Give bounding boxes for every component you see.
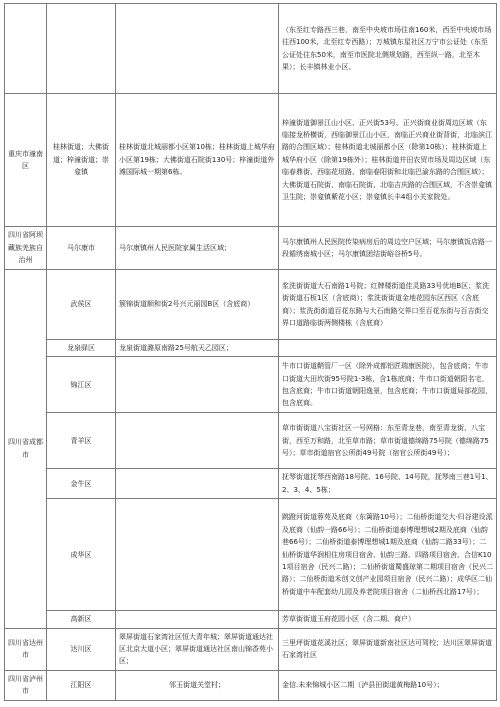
- table-row: [5, 4, 497, 94]
- district-cell: 锦江区: [47, 357, 116, 413]
- medium-risk-cell: [279, 340, 497, 357]
- table-row: [5, 270, 497, 340]
- medium-risk-cell: 牛市口街道鞘管厂一区（除外成都铝匠瑞康医院），包含底商；牛市口街道大田坎街95号院1-3栋，含1栋底商；牛市口街道朝阳名宅，包含底商；牛市口街道朝阳逸景，包含底商；牛市口街道局部花园，包含底商。: [279, 357, 497, 413]
- district-cell: 江阳区: [47, 670, 116, 700]
- table-row: [5, 670, 497, 700]
- district-cell: 桂林街道；大佛街道；梓潼街道；崇龛镇: [47, 94, 116, 227]
- table-row: [5, 499, 497, 611]
- region-cell: 重庆市潼南区: [5, 94, 47, 227]
- region-cell: 四川省成都市: [5, 270, 47, 629]
- high-risk-cell: [116, 469, 279, 499]
- risk-area-table: [4, 3, 497, 701]
- district-cell: [47, 4, 116, 94]
- high-risk-cell: [116, 611, 279, 628]
- high-risk-cell: 龙泉街道潞原南路25号航天乙园区；: [116, 340, 279, 357]
- table-row: [5, 340, 497, 357]
- table-row: [5, 357, 497, 413]
- district-cell: 龙泉驿区: [47, 340, 116, 357]
- region-cell: [5, 4, 47, 94]
- district-cell: 马尔康市: [47, 227, 116, 270]
- high-risk-cell: 马尔康镇州人民医院家属生活区域；: [116, 227, 279, 270]
- district-cell: 高新区: [47, 611, 116, 628]
- high-risk-cell: 邻玉街道关堂村；: [116, 670, 279, 700]
- district-cell: 达川区: [47, 628, 116, 670]
- medium-risk-cell: 浆洗街街道大石南路1号院；红牌楼街道佳灵路33号优地B区；浆洗街街道石板1区（含底商）；浆洗街街道金地花园东区西区（含底商）；浆洗街街道百花东路与大石南路交界口至百花东街与百吉街交界口道路临街两侧楼栋（含底商）: [279, 270, 497, 340]
- high-risk-cell: 翠屏街道石家湾社区恒大青年城；翠屏街道通达社区北京大道小区；翠屏街道通达社区南山锦香苑小区；: [116, 628, 279, 670]
- high-risk-cell: [116, 413, 279, 469]
- medium-risk-cell: 梓潼街道御景江山小区、正兴街53号、正兴街商业街周边区域（东临接龙桥横街，西临御景江山小区，南临正兴商业街背街，北临滨江路的合围区域）；桂林街道北城丽都小区（除第10栋）；桂林街道上城华府小区（除第19栋外）；桂林街道井田农贸市场及周边区域（东临春鼎街、西临花垣路、南临春阳街和北临巴渝东路的合围区域）；大佛街道石院街、南临石院街、北临吉庆路的合围区域，不含崇龛镇卫生院；崇龛镇紫花小区；崇龛镇长丰4组小关家院处。: [279, 94, 497, 227]
- high-risk-cell: 桂林街道北城丽都小区第10栋；桂林街道上城华府小区第19栋；大佛街道石院街130号；梓潼街道外滩国际城一期第6栋。: [116, 94, 279, 227]
- medium-risk-cell: 三里坪街道花溪社区；翠屏街道新南社区达可驾校；达川区翠屏街道石家湾社区: [279, 628, 497, 670]
- medium-risk-cell: 草市街街道八宝街社区一号网格：东至青龙巷，南至青龙街、八宝街，西至万和路，北至草市路；草市街道德绵路75号院（德绵路75号）；草市街道宿官公所街49号院（宿官公所街49号）；: [279, 413, 497, 469]
- district-cell: 成华区: [47, 499, 116, 611]
- district-cell: 武侯区: [47, 270, 116, 340]
- table-row: [5, 94, 497, 227]
- medium-risk-cell: 金信.未来锦城小区二期（泸县田街道黄梅路10号）；: [279, 670, 497, 700]
- table-row: [5, 227, 497, 270]
- high-risk-cell: 簇锦街道顺和街2号兴元丽园B区（含底商）: [116, 270, 279, 340]
- region-cell: 四川省泸州市: [5, 670, 47, 700]
- medium-risk-cell: 马尔康镇州人民医院传染病房后的周边空户区域；马尔康镇饭店路一段循绣南城小区；马尔康镇团结街峪谷桥5号。: [279, 227, 497, 270]
- high-risk-cell: [116, 357, 279, 413]
- district-cell: 青羊区: [47, 413, 116, 469]
- region-cell: 四川省达州市: [5, 628, 47, 670]
- medium-risk-cell: 芳草街街道玉府花园小区（含二期、商户）: [279, 611, 497, 628]
- medium-risk-cell: 跳蹬河街道蓉苑及底商（东篱路10号）；二仙桥街道交大·归谷建设派及底商（仙韵一路66号）；二仙桥街道泰博理想城2期及底商（仙韵巷66号）；二仙桥街道泰博理想城1期及底商（仙韵二路33号）；二仙桥街道华润相住房项目宿舍、仙韵三路、四路项目宿舍、合信K101项目宿舍（民兴二路）；二仙桥街道蜀盛琼第二期项目宿舍（民兴二路）；二仙桥街道禾创文创产业园项目宿舍（民兴二路）；成华区二仙桥街道中车配套幼儿园及养老院项目宿舍（二仙桥西北路17号）；: [279, 499, 497, 611]
- high-risk-cell: [116, 4, 279, 94]
- table-row: [5, 611, 497, 628]
- high-risk-cell: [116, 499, 279, 611]
- medium-risk-cell: （东至红专路西三巷，南至中央坡市场往南160米，西至中央坡市场往西100米，北至红专西路）；万城镇东星社区万宁市公证处（东至公证处往东50米，南至市医院北侧规划路，西至纵一路，北至木果）；长丰镇林业小区。: [279, 4, 497, 94]
- region-cell: 四川省阿坝藏族羌族自治州: [5, 227, 47, 270]
- table-row: [5, 469, 497, 499]
- district-cell: 金牛区: [47, 469, 116, 499]
- table-row: [5, 413, 497, 469]
- table-row: [5, 628, 497, 670]
- medium-risk-cell: 抚琴街道抚琴西南路18号院、16号院、14号院，抚琴南三巷1号1、2、3、4、5栋；: [279, 469, 497, 499]
